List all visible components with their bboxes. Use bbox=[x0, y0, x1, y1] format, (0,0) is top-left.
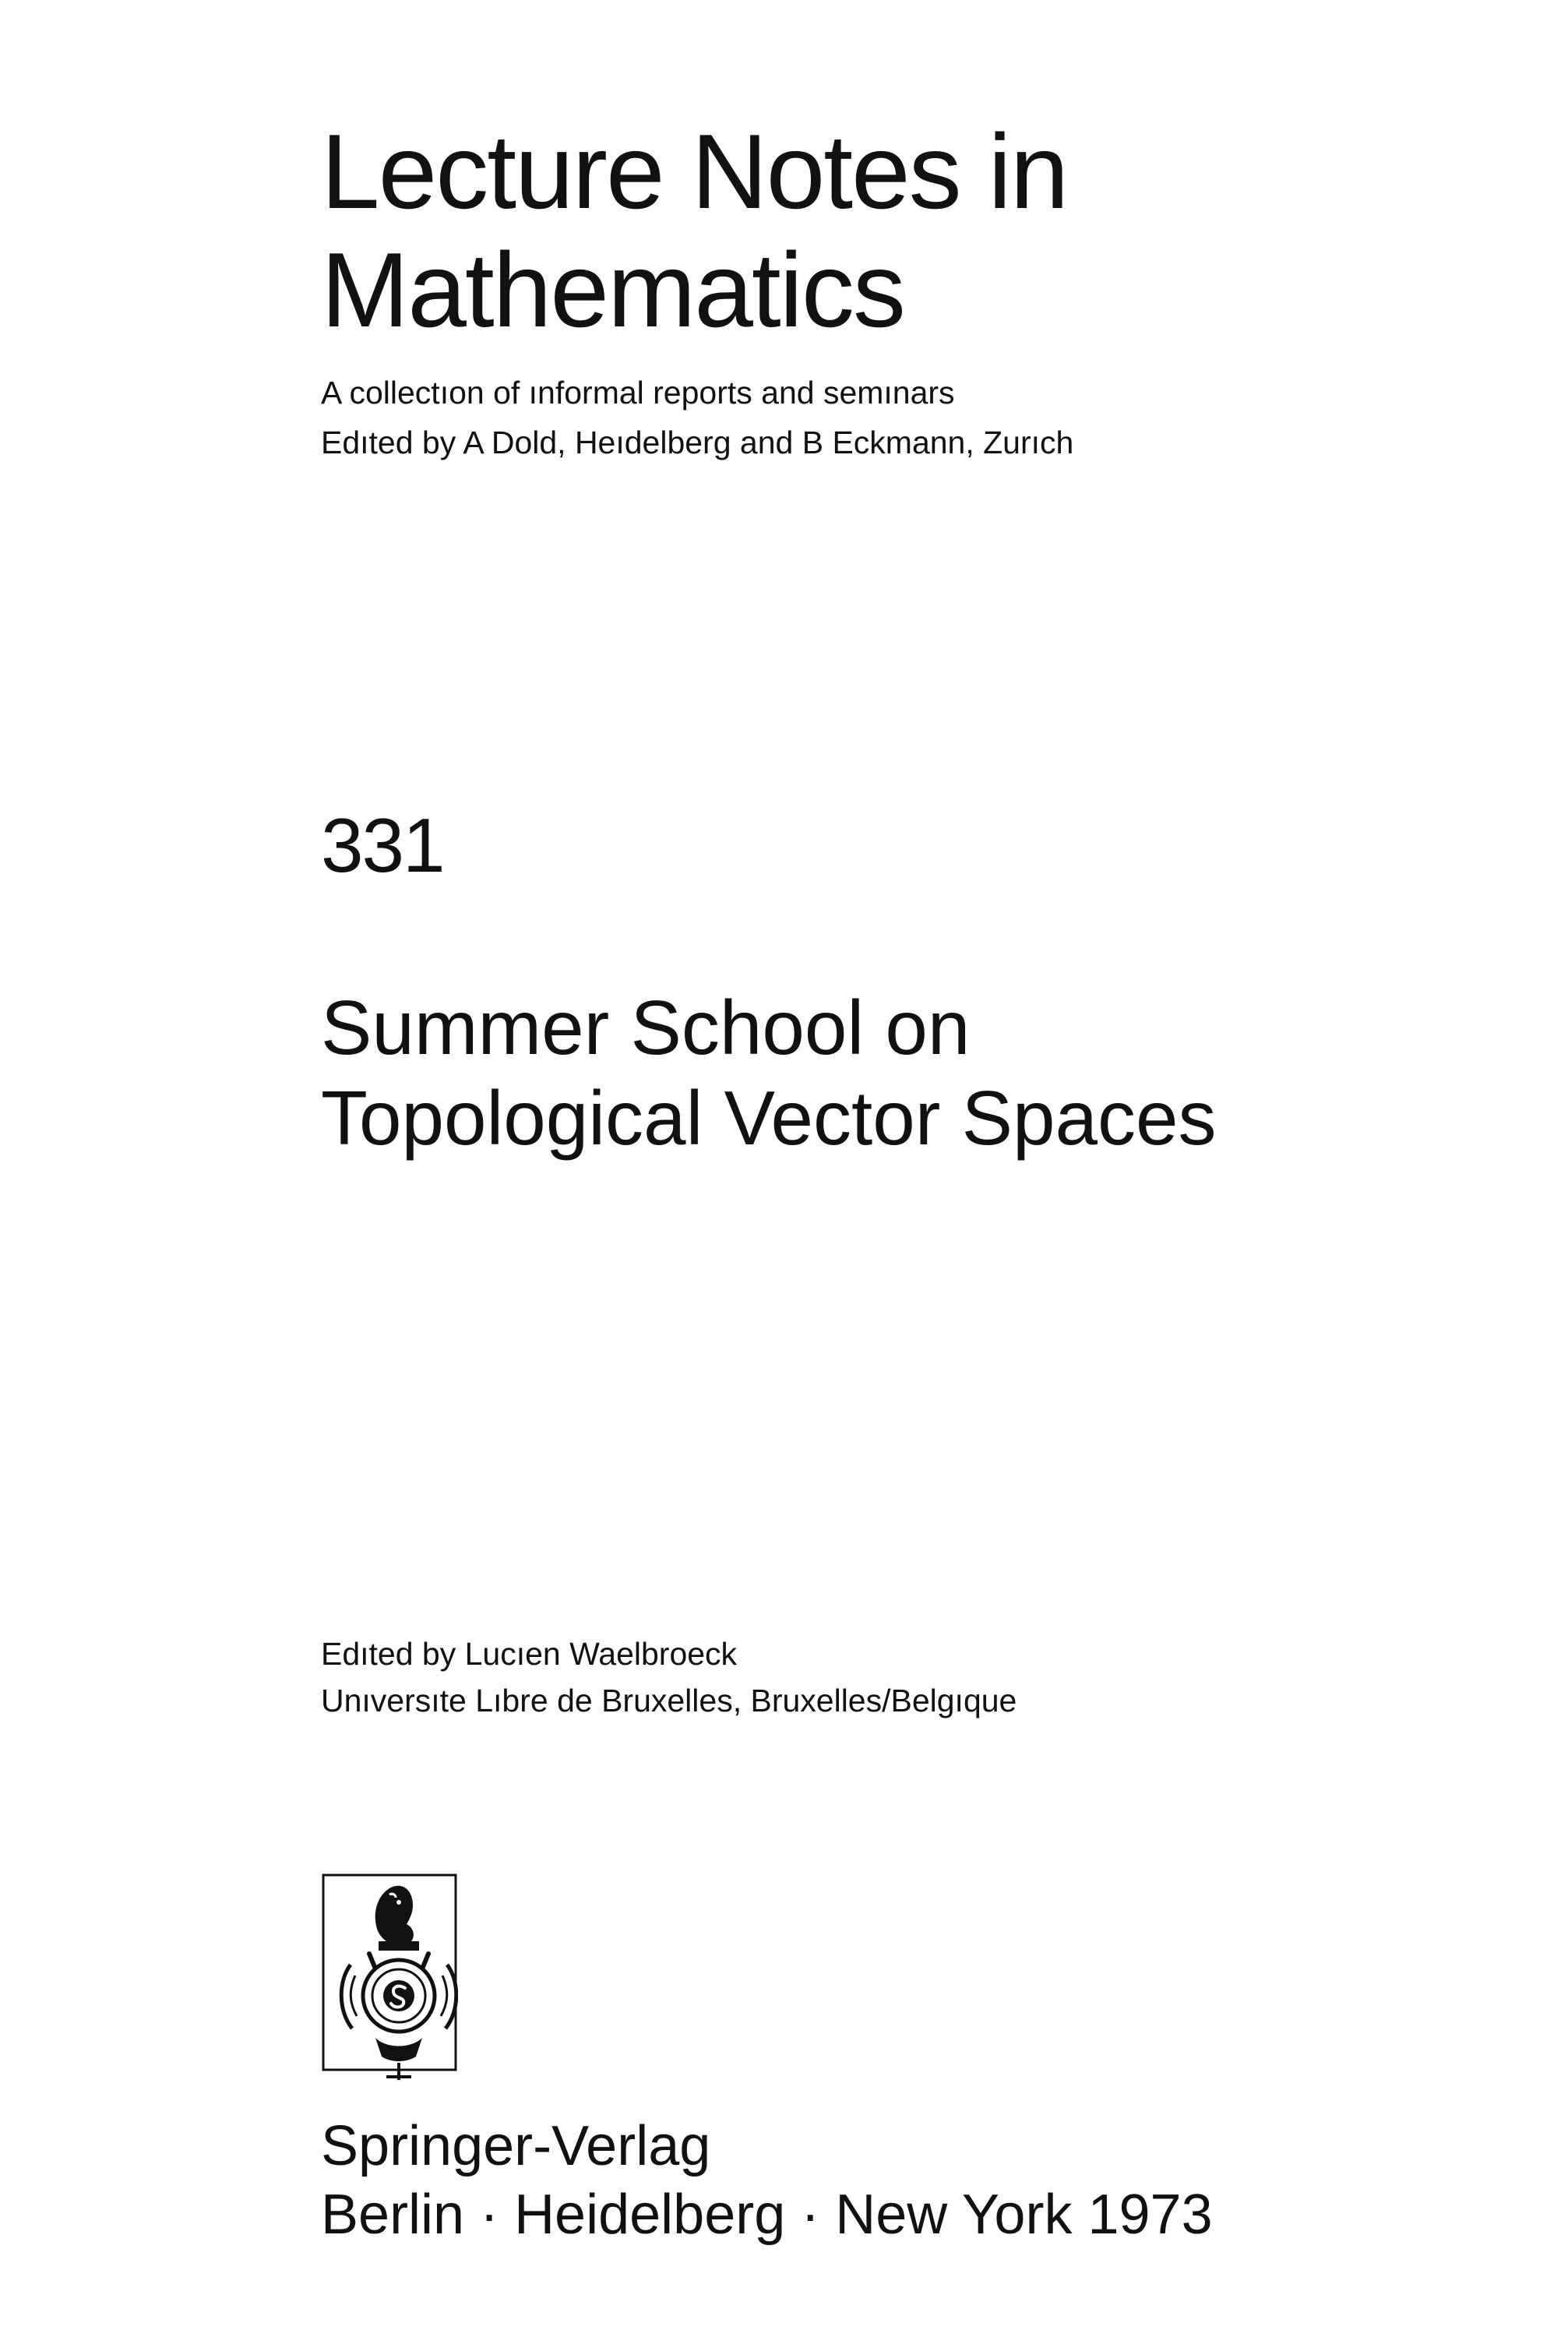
publisher-name: Springer-Verlag bbox=[321, 2115, 711, 2177]
series-editors: Edıted by A Dold, Heıdelberg and B Eckmann, Zurıch bbox=[321, 425, 1074, 460]
springer-chess-knight-logo-icon bbox=[321, 1873, 458, 2083]
volume-editor-affiliation: Unıversıte Lıbre de Bruxelles, Bruxelles/Belgıque bbox=[321, 1683, 1017, 1718]
series-title-line-1: Lecture Notes in bbox=[321, 112, 1068, 231]
series-subtitle: A collectıon of ınformal reports and semınars bbox=[321, 375, 955, 411]
volume-number: 331 bbox=[321, 802, 444, 888]
publisher-places-year: Berlin · Heidelberg · New York 1973 bbox=[321, 2184, 1213, 2246]
series-title-line-2: Mathematics bbox=[321, 231, 904, 349]
volume-editor: Edıted by Lucıen Waelbroeck bbox=[321, 1636, 738, 1672]
book-title-line-2: Topological Vector Spaces bbox=[321, 1075, 1217, 1161]
book-title-line-1: Summer School on bbox=[321, 985, 971, 1070]
